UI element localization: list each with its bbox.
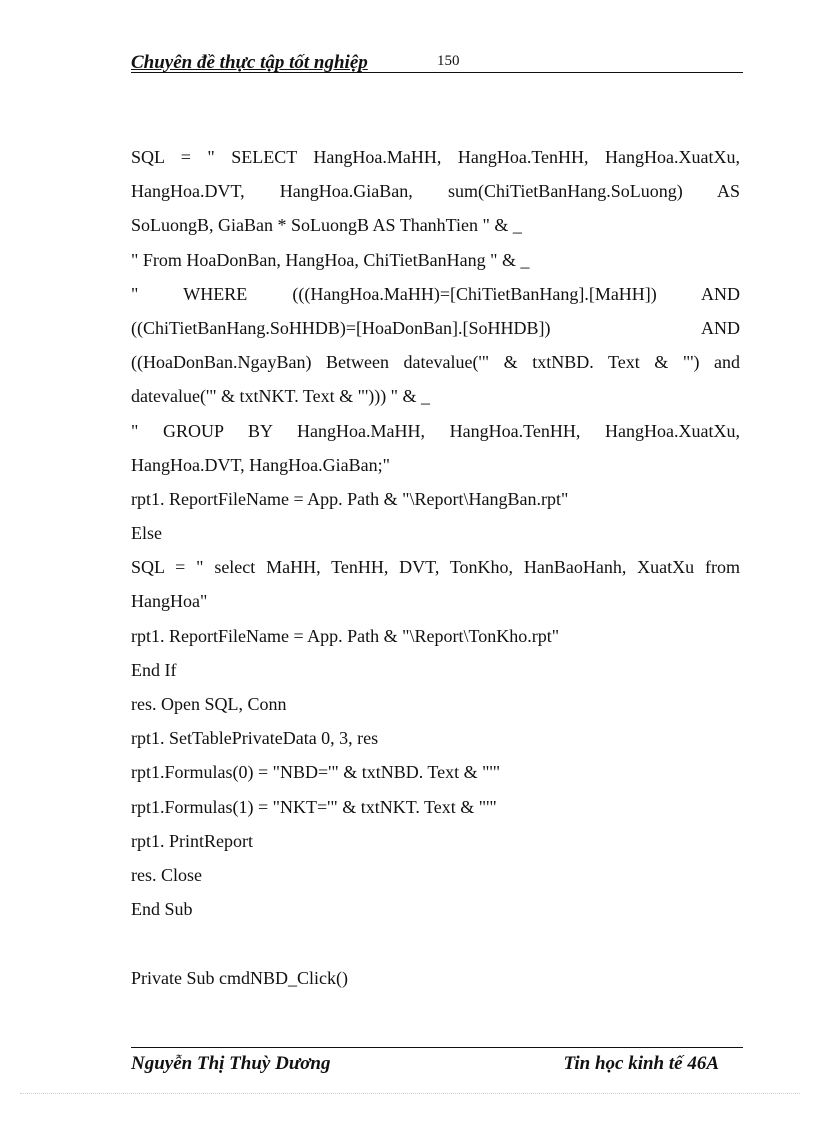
code-line: rpt1. ReportFileName = App. Path & "\Report\TonKho.rpt" (131, 625, 560, 646)
code-line: rpt1. SetTablePrivateData 0, 3, res (131, 728, 379, 749)
code-line: HangHoa.DVT, HangHoa.GiaBan, sum(ChiTietBanHang.SoLuong) AS (131, 181, 740, 202)
code-line: HangHoa.DVT, HangHoa.GiaBan;" (131, 454, 390, 475)
code-line: End If (131, 659, 177, 680)
code-line: rpt1. ReportFileName = App. Path & "\Report\HangBan.rpt" (131, 488, 569, 509)
code-line: SQL = " select MaHH, TenHH, DVT, TonKho, HanBaoHanh, XuatXu from (131, 557, 740, 578)
page-header (131, 50, 743, 73)
code-line: res. Open SQL, Conn (131, 694, 287, 714)
code-line: ((HoaDonBan.NgayBan) Between datevalue('" & txtNBD. Text & "') and (131, 352, 740, 373)
code-line: rpt1.Formulas(1) = "NKT='" & txtNKT. Text & "'" (131, 796, 497, 817)
code-line: SoLuongB, GiaBan * SoLuongB AS ThanhTien " & _ (131, 215, 522, 236)
page-footer (131, 1047, 743, 1076)
code-line: End Sub (131, 899, 193, 920)
code-line: rpt1. PrintReport (131, 830, 253, 851)
blank-line (131, 926, 740, 960)
footer-course: Tin học kinh tế 46A (563, 1053, 719, 1074)
code-line: datevalue('" & txtNKT. Text & "'))) " & _ (131, 386, 431, 407)
code-line: rpt1.Formulas(0) = "NBD='" & txtNBD. Text & "'" (131, 762, 501, 783)
code-line: " GROUP BY HangHoa.MaHH, HangHoa.TenHH, HangHoa.XuatXu, (131, 420, 740, 441)
code-line: Private Sub cmdNBD_Click() (131, 967, 348, 988)
footer-author: Nguyễn Thị Thuỳ Dương (131, 1053, 331, 1074)
code-line: HangHoa" (131, 591, 208, 612)
code-listing (131, 140, 740, 995)
code-line: ((ChiTietBanHang.SoHHDB)=[HoaDonBan].[SoHHDB]) AND (131, 317, 740, 338)
header-title: Chuyên đề thực tập tốt nghiệp (131, 52, 368, 73)
code-line: Else (131, 523, 162, 544)
code-line: " From HoaDonBan, HangHoa, ChiTietBanHang " & _ (131, 249, 530, 270)
code-line: SQL = " SELECT HangHoa.MaHH, HangHoa.TenHH, HangHoa.XuatXu, (131, 147, 740, 167)
page-edge-divider (20, 1093, 800, 1094)
code-line: res. Close (131, 864, 202, 885)
page-number: 150 (437, 53, 460, 69)
code-line: " WHERE (((HangHoa.MaHH)=[ChiTietBanHang].[MaHH]) AND (131, 283, 740, 304)
